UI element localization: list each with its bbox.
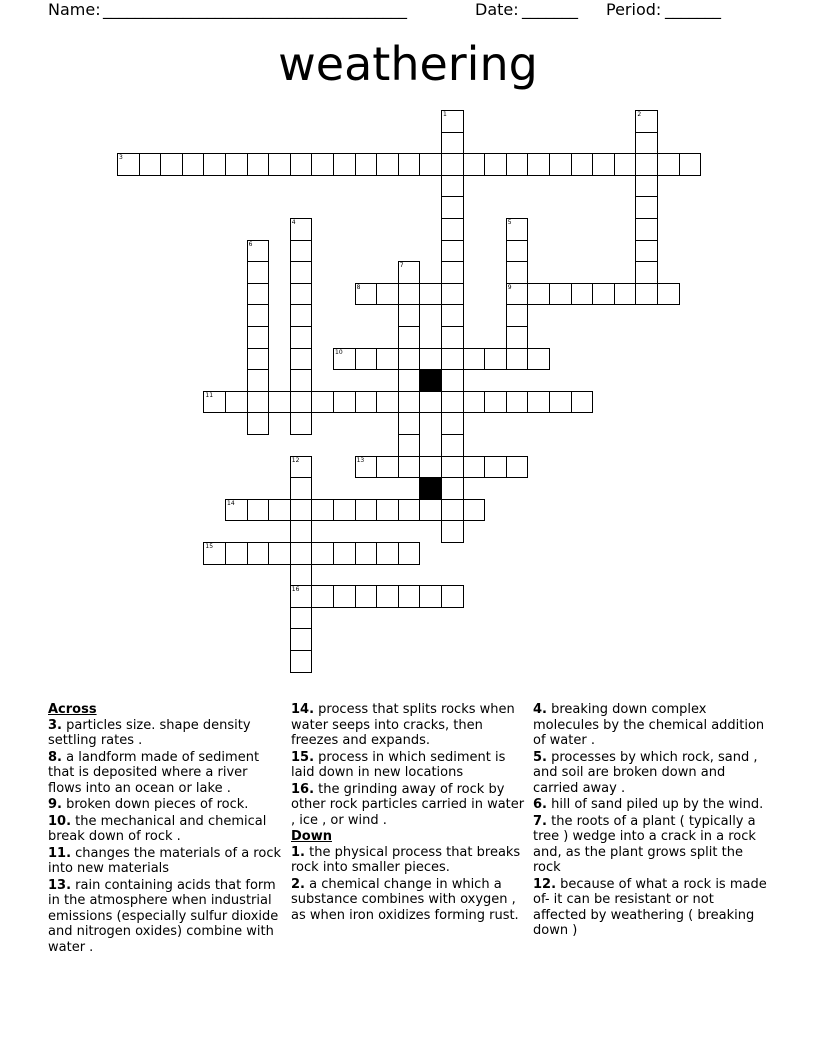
grid-cell[interactable] — [484, 456, 507, 479]
grid-cell[interactable] — [441, 196, 464, 219]
grid-cell[interactable] — [290, 261, 313, 284]
clue-text: a chemical change in which a substance combines with oxygen , as when iron oxidizes forming rust. — [291, 876, 519, 923]
clue-item — [291, 750, 527, 781]
grid-cell[interactable] — [506, 261, 529, 284]
grid-cell[interactable] — [290, 607, 313, 630]
grid-cell[interactable] — [441, 585, 464, 608]
clue-text: broken down pieces of rock. — [61, 797, 249, 812]
grid-cell[interactable] — [268, 153, 291, 176]
grid-cell[interactable] — [398, 391, 421, 414]
grid-cell[interactable] — [506, 304, 529, 327]
grid-cell[interactable] — [484, 153, 507, 176]
grid-cell[interactable] — [463, 391, 486, 414]
grid-cell[interactable] — [290, 564, 313, 587]
grid-cell[interactable] — [635, 175, 658, 198]
grid-cell[interactable] — [441, 153, 464, 176]
grid-cell[interactable] — [268, 499, 291, 522]
clue-text: process in which sediment is laid down in new locations — [291, 749, 506, 780]
grid-cell[interactable] — [441, 304, 464, 327]
clue-number: 10 — [335, 348, 343, 356]
name-label: Name: — [48, 0, 101, 19]
grid-cell[interactable] — [247, 348, 270, 371]
clue-label: 15. — [291, 749, 315, 765]
clue-label: 6. — [533, 797, 547, 812]
grid-cell[interactable] — [290, 326, 313, 349]
blocked-cell — [419, 369, 442, 392]
clue-number: 8 — [356, 283, 361, 291]
grid-cell[interactable] — [182, 153, 205, 176]
grid-cell[interactable] — [571, 283, 594, 306]
grid-cell[interactable] — [549, 283, 572, 306]
grid-cell[interactable] — [506, 348, 529, 371]
clue-label: 12. — [533, 876, 557, 892]
clue-text: a landform made of sediment that is deposited where a river flows into an ocean or lake . — [48, 749, 260, 796]
grid-cell[interactable] — [635, 261, 658, 284]
grid-cell[interactable] — [333, 153, 356, 176]
clue-item — [48, 846, 284, 877]
grid-cell[interactable] — [441, 369, 464, 392]
grid-cell[interactable] — [398, 585, 421, 608]
grid-cell[interactable] — [614, 283, 637, 306]
clue-text: the mechanical and chemical break down of rock . — [48, 813, 267, 844]
grid-cell[interactable] — [398, 412, 421, 435]
clue-number: 12 — [291, 456, 300, 464]
clue-label: 16. — [291, 781, 315, 797]
grid-cell[interactable] — [355, 499, 378, 522]
grid-cell[interactable] — [290, 628, 313, 651]
grid-cell[interactable] — [290, 304, 313, 327]
grid-cell[interactable] — [290, 218, 313, 241]
grid-cell[interactable] — [463, 456, 486, 479]
grid-cell[interactable] — [441, 477, 464, 500]
grid-cell[interactable] — [398, 499, 421, 522]
clue-number: 4 — [291, 219, 296, 226]
grid-cell[interactable] — [355, 283, 378, 306]
clues-column-3 — [533, 702, 769, 940]
grid-cell[interactable] — [441, 240, 464, 263]
clue-text: the physical process that breaks rock into smaller pieces. — [291, 844, 521, 875]
grid-cell[interactable] — [398, 153, 421, 176]
grid-cell[interactable] — [657, 283, 680, 306]
clue-item — [48, 797, 284, 813]
grid-cell[interactable] — [441, 434, 464, 457]
grid-cell[interactable] — [203, 391, 226, 414]
clue-text: rain containing acids that form in the atmosphere when industrial emissions (especially sulfur dioxide and nitrogen oxides) combine with water . — [48, 877, 279, 955]
clue-item — [48, 718, 284, 749]
grid-cell[interactable] — [657, 153, 680, 176]
grid-cell[interactable] — [484, 391, 507, 414]
grid-cell[interactable] — [247, 499, 270, 522]
grid-cell[interactable] — [333, 585, 356, 608]
grid-cell[interactable] — [484, 348, 507, 371]
grid-cell[interactable] — [290, 240, 313, 263]
clue-number: 7 — [399, 262, 404, 270]
grid-cell[interactable] — [376, 499, 399, 522]
clue-number: 13 — [356, 456, 365, 464]
clue-number: 1 — [443, 111, 447, 118]
grid-cell[interactable] — [419, 153, 442, 176]
page-title: weathering — [278, 37, 538, 91]
grid-cell[interactable] — [333, 542, 356, 565]
grid-cell[interactable] — [225, 499, 248, 522]
grid-cell[interactable] — [247, 326, 270, 349]
clue-item — [291, 702, 527, 749]
clue-item — [291, 782, 527, 829]
period-field[interactable]: _______ — [665, 0, 721, 19]
clue-text: process that splits rocks when water seeps into cracks, then freezes and expands. — [291, 702, 515, 748]
grid-cell[interactable] — [117, 153, 140, 176]
clue-item — [533, 702, 769, 749]
clue-label: 8. — [48, 749, 62, 765]
period-label: Period: — [606, 0, 662, 19]
grid-cell[interactable] — [355, 542, 378, 565]
grid-cell[interactable] — [549, 391, 572, 414]
grid-cell[interactable] — [506, 456, 529, 479]
grid-cell[interactable] — [441, 218, 464, 241]
clue-item — [533, 750, 769, 797]
name-field[interactable]: ______________________________________ — [103, 0, 407, 19]
clue-number: 9 — [507, 283, 512, 291]
grid-cell[interactable] — [333, 391, 356, 414]
grid-cell[interactable] — [355, 456, 378, 479]
grid-cell[interactable] — [398, 304, 421, 327]
grid-cell[interactable] — [311, 391, 334, 414]
grid-cell[interactable] — [290, 283, 313, 306]
grid-cell[interactable] — [398, 456, 421, 479]
grid-cell[interactable] — [441, 283, 464, 306]
grid-cell[interactable] — [376, 456, 399, 479]
grid-cell[interactable] — [398, 283, 421, 306]
grid-cell[interactable] — [247, 240, 270, 263]
grid-cell[interactable] — [247, 542, 270, 565]
grid-cell[interactable] — [376, 283, 399, 306]
grid-cell[interactable] — [635, 196, 658, 219]
grid-cell[interactable] — [398, 348, 421, 371]
grid-cell[interactable] — [635, 218, 658, 241]
grid-cell[interactable] — [398, 434, 421, 457]
grid-cell[interactable] — [290, 369, 313, 392]
grid-cell[interactable] — [290, 477, 313, 500]
grid-cell[interactable] — [463, 499, 486, 522]
grid-cell[interactable] — [441, 348, 464, 371]
grid-cell[interactable] — [333, 348, 356, 371]
grid-cell[interactable] — [506, 283, 529, 306]
grid-cell[interactable] — [527, 391, 550, 414]
clue-label: 11. — [48, 845, 72, 861]
grid-cell[interactable] — [398, 542, 421, 565]
clue-number: 2 — [637, 111, 642, 118]
grid-cell[interactable] — [592, 153, 615, 176]
clue-label: 13. — [48, 877, 72, 893]
grid-cell[interactable] — [290, 153, 313, 176]
grid-cell[interactable] — [290, 348, 313, 371]
clue-label: 7. — [533, 813, 547, 829]
clue-text: hill of sand piled up by the wind. — [546, 797, 764, 812]
grid-cell[interactable] — [311, 153, 334, 176]
clue-number: 15 — [205, 543, 214, 550]
clue-item — [48, 814, 284, 845]
grid-cell[interactable] — [376, 542, 399, 565]
grid-cell[interactable] — [506, 326, 529, 349]
grid-cell[interactable] — [441, 520, 464, 543]
grid-cell[interactable] — [506, 391, 529, 414]
grid-cell[interactable] — [247, 391, 270, 414]
grid-cell[interactable] — [203, 542, 226, 565]
date-field[interactable]: _______ — [522, 0, 578, 19]
clue-label: 5. — [533, 749, 547, 765]
grid-cell[interactable] — [635, 153, 658, 176]
clues-column-2 — [291, 702, 527, 924]
grid-cell[interactable] — [549, 153, 572, 176]
grid-cell[interactable] — [571, 391, 594, 414]
grid-cell[interactable] — [355, 585, 378, 608]
clue-label: 4. — [533, 702, 547, 717]
grid-cell[interactable] — [571, 153, 594, 176]
clue-text: the grinding away of rock by other rock particles carried in water , ice , or wind . — [291, 781, 525, 828]
grid-cell[interactable] — [419, 585, 442, 608]
grid-cell[interactable] — [635, 240, 658, 263]
across-heading: Across — [48, 702, 97, 717]
grid-cell[interactable] — [463, 153, 486, 176]
clue-item — [533, 814, 769, 876]
grid-cell[interactable] — [290, 585, 313, 608]
grid-cell[interactable] — [419, 283, 442, 306]
grid-cell[interactable] — [311, 542, 334, 565]
grid-cell[interactable] — [441, 261, 464, 284]
clue-text: the roots of a plant ( typically a tree ) wedge into a crack in a rock and, as the plant grows split the rock — [533, 813, 756, 875]
grid-cell[interactable] — [398, 326, 421, 349]
grid-cell[interactable] — [311, 499, 334, 522]
grid-cell[interactable] — [355, 153, 378, 176]
clue-item — [48, 750, 284, 797]
clue-number: 3 — [119, 154, 123, 162]
grid-cell[interactable] — [592, 283, 615, 306]
grid-cell[interactable] — [268, 542, 291, 565]
grid-cell[interactable] — [160, 153, 183, 176]
grid-cell[interactable] — [635, 110, 658, 133]
grid-cell[interactable] — [247, 283, 270, 306]
clue-number: 16 — [291, 586, 300, 594]
clue-number: 6 — [248, 240, 253, 248]
grid-cell[interactable] — [376, 391, 399, 414]
clues-column-1 — [48, 702, 284, 956]
grid-cell[interactable] — [247, 369, 270, 392]
grid-cell[interactable] — [398, 261, 421, 284]
clue-item — [291, 877, 527, 924]
grid-cell[interactable] — [290, 412, 313, 435]
grid-cell[interactable] — [290, 499, 313, 522]
grid-cell[interactable] — [441, 110, 464, 133]
clue-number: 11 — [205, 391, 214, 399]
clue-label: 1. — [291, 844, 305, 860]
grid-cell[interactable] — [225, 153, 248, 176]
grid-cell[interactable] — [203, 153, 226, 176]
grid-cell[interactable] — [441, 456, 464, 479]
clue-label: 3. — [48, 717, 62, 733]
grid-cell[interactable] — [441, 412, 464, 435]
grid-cell[interactable] — [247, 412, 270, 435]
grid-cell[interactable] — [635, 132, 658, 155]
grid-cell[interactable] — [247, 304, 270, 327]
grid-cell[interactable] — [290, 391, 313, 414]
grid-cell[interactable] — [506, 240, 529, 263]
grid-cell[interactable] — [463, 348, 486, 371]
blocked-cell — [419, 477, 442, 500]
grid-cell[interactable] — [419, 391, 442, 414]
grid-cell[interactable] — [441, 391, 464, 414]
grid-cell[interactable] — [376, 153, 399, 176]
grid-cell[interactable] — [506, 153, 529, 176]
clue-label: 14. — [291, 702, 315, 717]
grid-cell[interactable] — [311, 585, 334, 608]
down-heading: Down — [291, 829, 332, 844]
grid-cell[interactable] — [247, 261, 270, 284]
clue-item — [291, 845, 527, 876]
grid-cell[interactable] — [635, 283, 658, 306]
grid-cell[interactable] — [225, 542, 248, 565]
grid-cell[interactable] — [614, 153, 637, 176]
clue-text: particles size. shape density settling rates . — [48, 717, 251, 748]
grid-cell[interactable] — [376, 348, 399, 371]
grid-cell[interactable] — [441, 132, 464, 155]
grid-cell[interactable] — [419, 348, 442, 371]
grid-cell[interactable] — [527, 283, 550, 306]
date-label: Date: — [475, 0, 519, 19]
clue-text: processes by which rock, sand , and soil are broken down and carried away . — [533, 749, 758, 796]
grid-cell[interactable] — [679, 153, 702, 176]
grid-cell[interactable] — [290, 650, 313, 673]
clue-text: breaking down complex molecules by the chemical addition of water . — [533, 702, 765, 748]
grid-cell[interactable] — [441, 175, 464, 198]
clue-text: because of what a rock is made of- it can be resistant or not affected by weathering ( breaking down ) — [533, 876, 767, 938]
grid-cell[interactable] — [419, 499, 442, 522]
grid-cell[interactable] — [527, 348, 550, 371]
grid-cell[interactable] — [290, 542, 313, 565]
grid-cell[interactable] — [333, 499, 356, 522]
grid-cell[interactable] — [419, 456, 442, 479]
clue-label: 9. — [48, 797, 62, 812]
clue-item — [48, 878, 284, 956]
grid-cell[interactable] — [290, 520, 313, 543]
clue-label: 2. — [291, 876, 305, 892]
clue-item — [533, 877, 769, 939]
clue-number: 5 — [507, 219, 512, 226]
grid-cell[interactable] — [290, 456, 313, 479]
clue-text: changes the materials of a rock into new materials — [48, 845, 281, 876]
grid-cell[interactable] — [441, 326, 464, 349]
grid-cell[interactable] — [247, 153, 270, 176]
clue-item — [533, 797, 769, 813]
grid-cell[interactable] — [398, 369, 421, 392]
grid-cell[interactable] — [441, 499, 464, 522]
grid-cell[interactable] — [268, 391, 291, 414]
grid-cell[interactable] — [355, 391, 378, 414]
grid-cell[interactable] — [139, 153, 162, 176]
clue-label: 10. — [48, 813, 72, 829]
grid-cell[interactable] — [225, 391, 248, 414]
grid-cell[interactable] — [376, 585, 399, 608]
grid-cell[interactable] — [506, 218, 529, 241]
clue-number: 14 — [227, 499, 235, 507]
grid-cell[interactable] — [355, 348, 378, 371]
grid-cell[interactable] — [527, 153, 550, 176]
